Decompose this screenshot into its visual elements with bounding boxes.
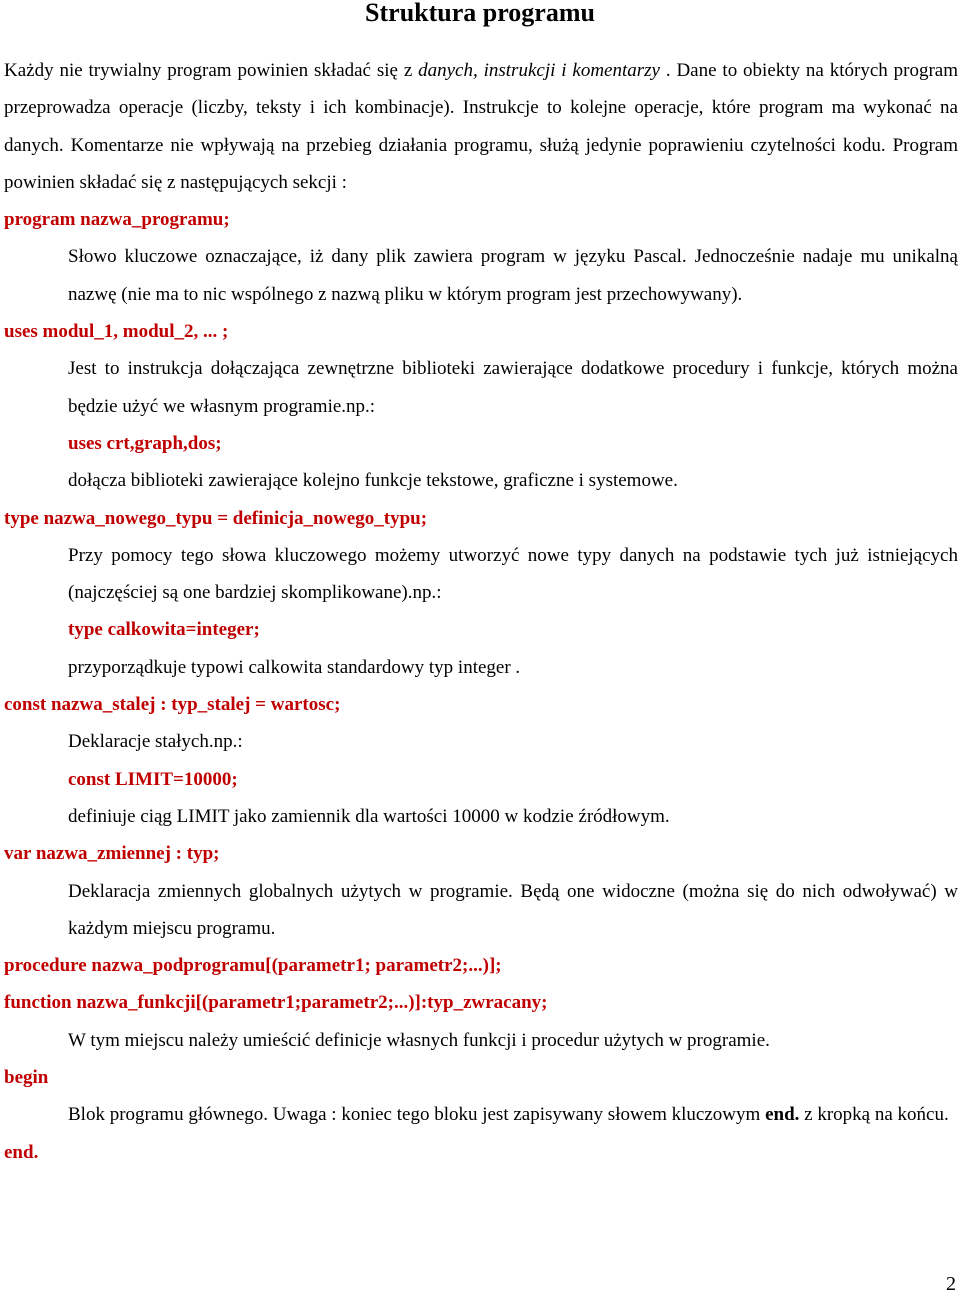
program-description: Słowo kluczowe oznaczające, iż dany plik zawiera program w języku Pascal. Jednocześnie nadaje mu unikalną nazwę (nie ma to nic wspólnego z nazwą pliku w którym program jest przechowywany). xyxy=(68,246,958,305)
uses-example-description: dołącza biblioteki zawierające kolejno funkcje tekstowe, graficzne i systemowe. xyxy=(68,470,678,492)
uses-keyword: uses modul_1, modul_2, ... ; xyxy=(4,321,229,343)
end-keyword: end. xyxy=(4,1141,39,1163)
program-keyword: program nazwa_programu; xyxy=(4,209,230,231)
type-example: type calkowita=integer; xyxy=(68,619,260,641)
page-title: Struktura programu xyxy=(365,0,595,27)
intro-text-1: Każdy nie trywialny program powinien składać się z xyxy=(4,60,419,81)
type-example-description: przyporządkuje typowi calkowita standardowy typ integer . xyxy=(68,656,521,678)
function-keyword: function nazwa_funkcji[(parametr1;parametr2;...)]:typ_zwracany; xyxy=(4,992,548,1014)
function-description: W tym miejscu należy umieścić definicje własnych funkcji i procedur użytych w programie. xyxy=(68,1029,770,1051)
intro-text-2: . Dane to obiekty na których program przeprowadza operacje (liczby, teksty i ich kombinacje). Instrukcje to kolejne operacje, które program ma wykonać na danych. Komentarze nie wpływają na przebieg działania programu, służą jedynie poprawieniu czytelności kodu. Program powinien składać się z następujących sekcji : xyxy=(4,60,958,193)
intro-paragraph xyxy=(4,52,958,201)
begin-description xyxy=(68,1096,958,1133)
procedure-keyword: procedure nazwa_podprogramu[(parametr1; parametr2;...)]; xyxy=(4,955,502,977)
uses-example: uses crt,graph,dos; xyxy=(68,432,222,454)
begin-desc-text-1: Blok programu głównego. Uwaga : koniec tego bloku jest zapisywany słowem kluczowym xyxy=(68,1104,766,1126)
const-example: const LIMIT=10000; xyxy=(68,768,238,790)
begin-desc-end-keyword: end. xyxy=(765,1104,800,1126)
type-description: Przy pomocy tego słowa kluczowego możemy utworzyć nowe typy danych na podstawie tych już istniejących (najczęściej są one bardziej skomplikowane).np.: xyxy=(68,544,958,604)
const-keyword: const nazwa_stalej : typ_stalej = wartosc; xyxy=(4,694,341,716)
type-keyword: type nazwa_nowego_typu = definicja_nowego_typu; xyxy=(4,507,428,529)
begin-keyword: begin xyxy=(4,1067,49,1089)
page-number: 2 xyxy=(946,1273,956,1295)
intro-italic: danych, instrukcji i komentarzy xyxy=(418,60,660,81)
var-description: Deklaracja zmiennych globalnych użytych w programie. Będą one widoczne (można się do nich odwoływać) w każdym miejscu programu. xyxy=(68,880,958,939)
const-description: Deklaracje stałych.np.: xyxy=(68,731,243,753)
begin-desc-text-2: z kropką na końcu. xyxy=(799,1104,949,1126)
document-body xyxy=(4,52,958,1171)
const-example-description: definiuje ciąg LIMIT jako zamiennik dla wartości 10000 w kodzie źródłowym. xyxy=(68,805,670,827)
var-keyword: var nazwa_zmiennej : typ; xyxy=(4,843,220,865)
uses-description: Jest to instrukcja dołączająca zewnętrzne biblioteki zawierające dodatkowe procedury i funkcje, których można będzie użyć we własnym programie.np.: xyxy=(68,358,958,417)
